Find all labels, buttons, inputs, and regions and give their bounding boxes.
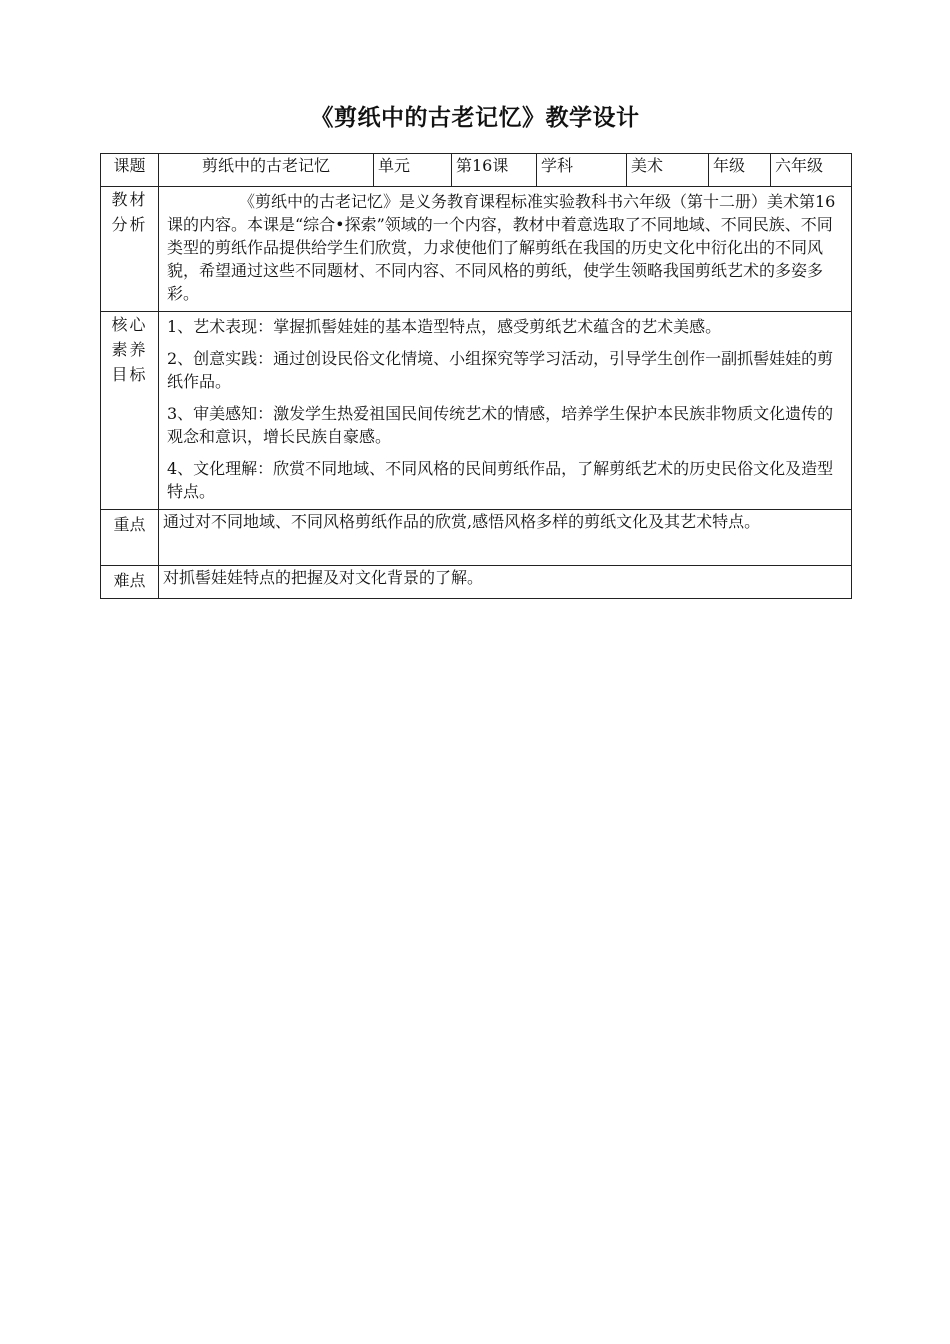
subject-value: 美术 [627,154,709,187]
key-point-text: 通过对不同地域、不同风格剪纸作品的欣赏,感悟风格多样的剪纸文化及其艺术特点。 [159,510,852,566]
analysis-label-cell [101,187,159,312]
key-point-row [101,510,852,566]
difficulty-text: 对抓髻娃娃特点的把握及对文化背景的了解。 [159,566,852,599]
grade-label: 年级 [709,154,771,187]
goals-label: 核心素养目标 [111,315,148,384]
analysis-text: 《剪纸中的古老记忆》是义务教育课程标准实验教科书六年级（第十二册）美术第16课的内容。本课是“综合•探索”领域的一个内容，教材中着意选取了不同地域、不同民族、不同类型的剪纸作品提供给学生们欣赏，力求使他们了解剪纸在我国的历史文化中衍化出的不同风貌，希望通过这些不同题材、不同内容、不同风格的剪纸，使学生领略我国剪纸艺术的多姿多彩。 [159,187,852,312]
goals-row [101,312,852,510]
key-point-label: 重点 [101,510,159,566]
course-label: 课题 [101,154,159,187]
document-title: 《剪纸中的古老记忆》教学设计 [310,105,640,131]
difficulty-label: 难点 [101,566,159,599]
unit-value: 第16课 [452,154,537,187]
subject-label: 学科 [537,154,627,187]
goal-item: 1、艺术表现：掌握抓髻娃娃的基本造型特点，感受剪纸艺术蕴含的艺术美感。 [167,317,722,336]
analysis-row [101,187,852,312]
lesson-design-table [100,153,852,599]
goals-label-cell [101,312,159,510]
grade-value: 六年级 [771,154,852,187]
goal-item: 3、审美感知：激发学生热爱祖国民间传统艺术的情感，培养学生保护本民族非物质文化遗传的观念和意识，增长民族自豪感。 [167,404,834,446]
goal-item: 4、文化理解：欣赏不同地域、不同风格的民间剪纸作品，了解剪纸艺术的历史民俗文化及造型特点。 [167,459,834,501]
analysis-label: 教材分析 [111,190,148,234]
unit-label: 单元 [374,154,452,187]
course-value: 剪纸中的古老记忆 [159,154,374,187]
goals-list [159,312,852,510]
goal-item: 2、创意实践：通过创设民俗文化情境、小组探究等学习活动，引导学生创作一副抓髻娃娃的剪纸作品。 [167,349,834,391]
header-row [101,154,852,187]
difficulty-row [101,566,852,599]
